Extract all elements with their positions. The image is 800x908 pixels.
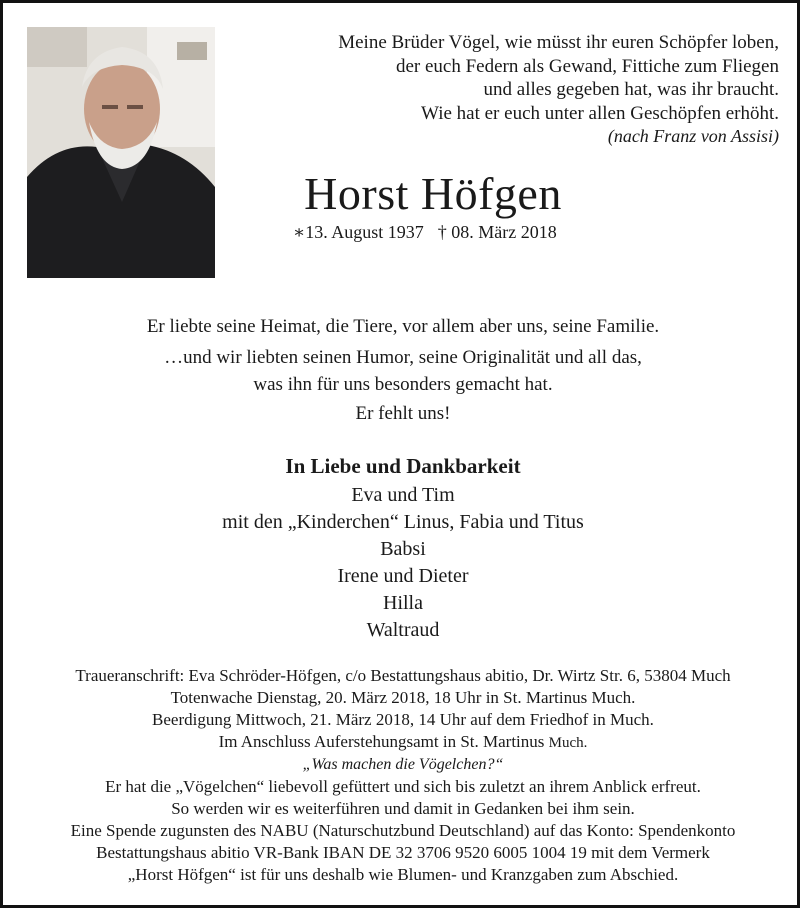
mourner-name: Hilla bbox=[383, 592, 423, 614]
mourner-name: mit den „Kinderchen“ Linus, Fabia und Titus bbox=[222, 511, 584, 533]
mourning-address: Traueranschrift: Eva Schröder-Höfgen, c/o Bestattungshaus abitio, Dr. Wirtz Str. 6, 53804 Much bbox=[75, 666, 731, 685]
mourners-heading: In Liebe und Dankbarkeit bbox=[285, 454, 521, 478]
birds-text: So werden wir es weiterführen und damit in Gedanken bei ihm sein. bbox=[171, 799, 635, 818]
mass-info-text: Im Anschluss Auferstehungsamt in St. Martinus bbox=[218, 732, 545, 751]
poem-line: Meine Brüder Vögel, wie müsst ihr euren Schöpfer loben, bbox=[338, 32, 779, 53]
birth-date: ∗13. August 1937 bbox=[293, 222, 424, 242]
poem-attribution: (nach Franz von Assisi) bbox=[607, 126, 779, 146]
tribute-line: Er fehlt uns! bbox=[355, 403, 451, 424]
deceased-name: Horst Höfgen bbox=[304, 168, 562, 219]
donation-text: Eine Spende zugunsten des NABU (Naturschutzbund Deutschland) auf das Konto: Spendenkonto bbox=[70, 821, 736, 840]
tribute-line: Er liebte seine Heimat, die Tiere, vor allem aber uns, seine Familie. bbox=[146, 316, 660, 337]
mourner-name: Babsi bbox=[380, 538, 426, 560]
portrait-photo bbox=[27, 27, 215, 278]
wake-info: Totenwache Dienstag, 20. März 2018, 18 Uhr in St. Martinus Much. bbox=[170, 688, 636, 707]
mourners-list bbox=[3, 482, 800, 644]
life-dates bbox=[293, 221, 557, 243]
mass-info bbox=[3, 731, 800, 754]
donation-text: Bestattungshaus abitio VR-Bank IBAN DE 32 3706 9520 6005 1004 19 mit dem Vermerk bbox=[96, 843, 710, 862]
poem-line: Wie hat er euch unter allen Geschöpfen erhöht. bbox=[421, 102, 779, 124]
donation-text: „Horst Höfgen“ ist für uns deshalb wie Blumen- und Kranzgaben zum Abschied. bbox=[127, 865, 679, 884]
mourner-name: Waltraud bbox=[366, 619, 440, 641]
mourner-name: Eva und Tim bbox=[351, 484, 455, 506]
mass-info-place: Much. bbox=[548, 735, 588, 751]
poem-line: und alles gegeben hat, was ihr braucht. bbox=[483, 79, 779, 100]
birds-text: Er hat die „Vögelchen“ liebevoll gefüttert und sich bis zuletzt an ihrem Anblick erfreut. bbox=[105, 777, 701, 796]
death-date: † 08. März 2018 bbox=[437, 222, 557, 242]
mourner-name: Irene und Dieter bbox=[337, 565, 469, 587]
burial-info: Beerdigung Mittwoch, 21. März 2018, 14 Uhr auf dem Friedhof in Much. bbox=[152, 710, 654, 729]
tribute-line: was ihn für uns besonders gemacht hat. bbox=[253, 374, 553, 395]
tribute-text bbox=[3, 313, 800, 427]
poem-line: der euch Federn als Gewand, Fittiche zum Fliegen bbox=[395, 55, 779, 77]
poem bbox=[239, 31, 779, 149]
funeral-info bbox=[3, 665, 800, 886]
birds-quote: „Was machen die Vögelchen?“ bbox=[302, 756, 504, 773]
tribute-line: …und wir liebten seinen Humor, seine Originalität und all das, bbox=[164, 347, 642, 368]
